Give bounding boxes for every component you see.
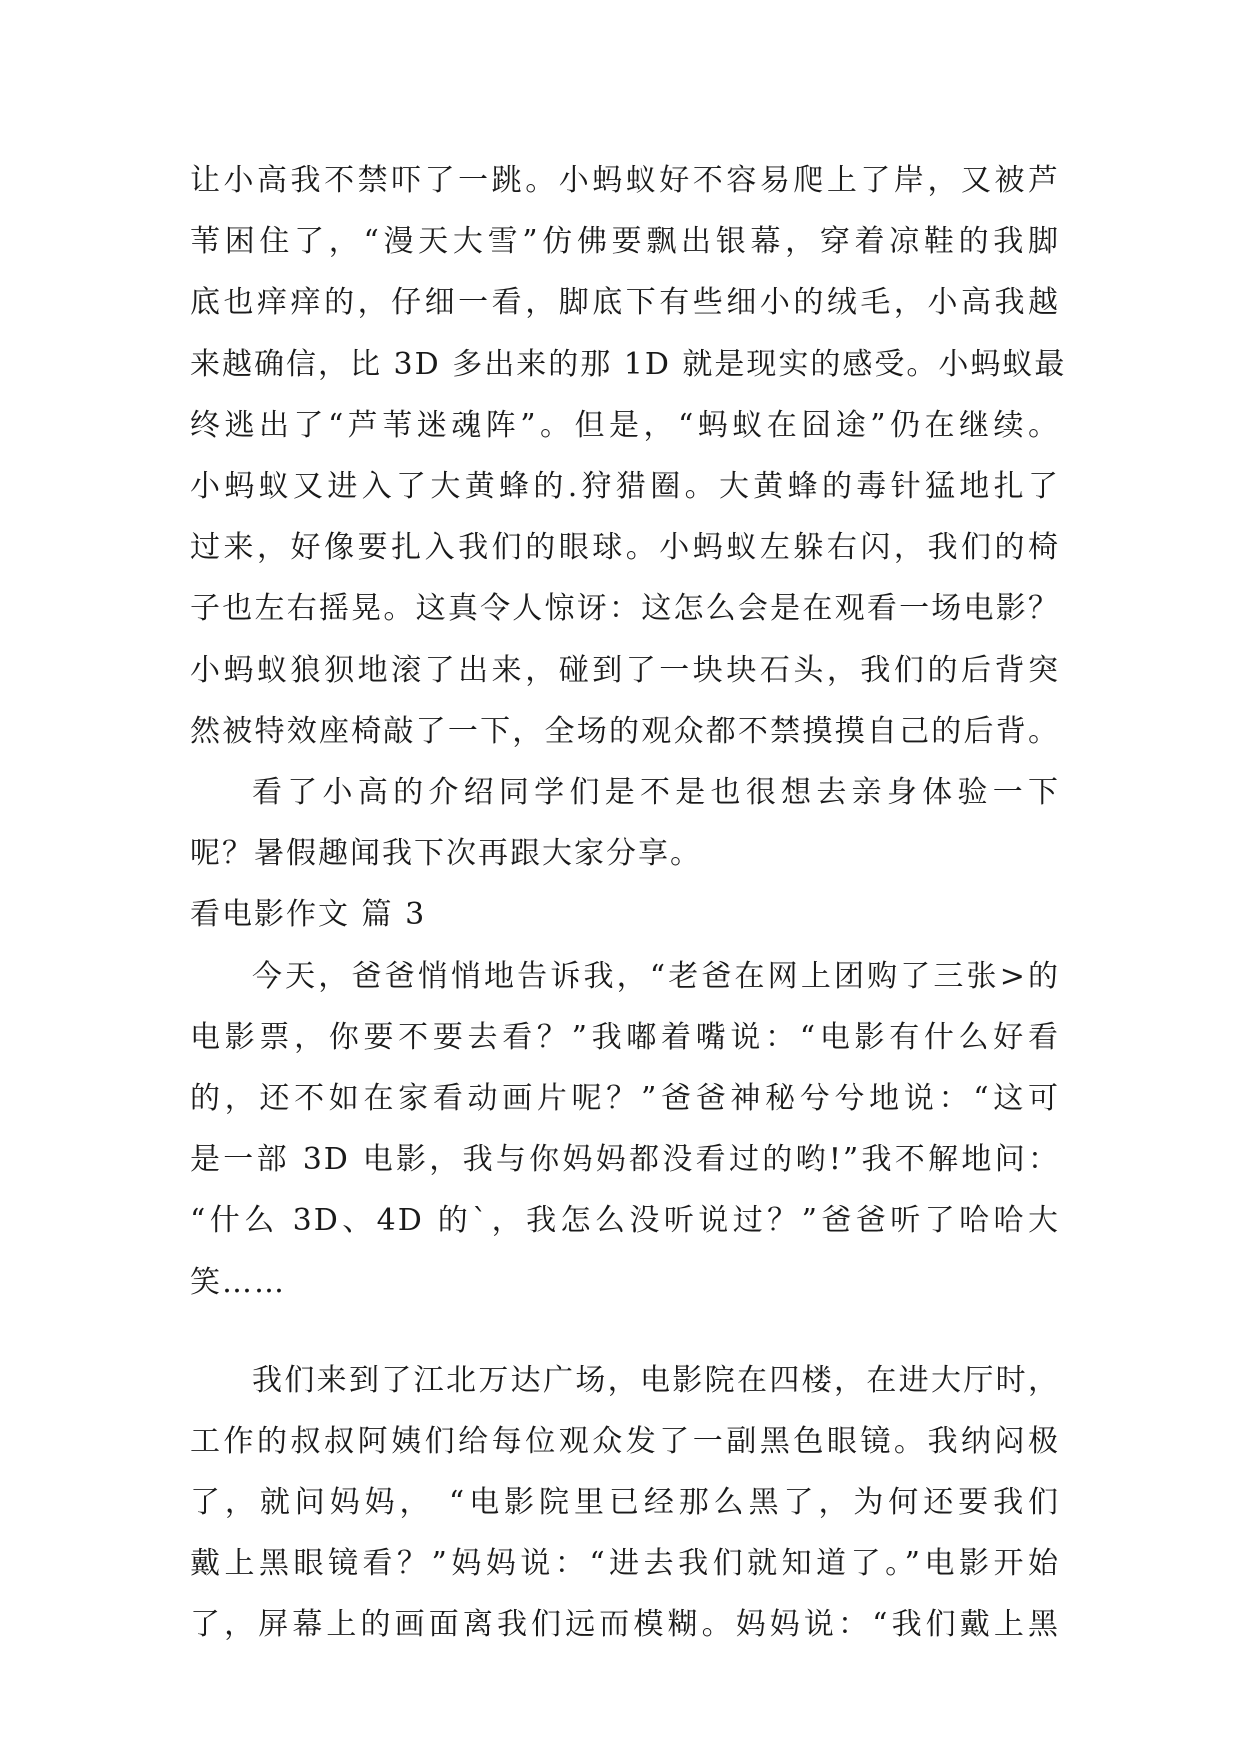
text-line: 来越确信，比 3D 多出来的那 1D 就是现实的感受。小蚂蚁最 [190,346,1067,382]
text-line: 让小高我不禁吓了一跳。小蚂蚁好不容易爬上了岸，又被芦 [190,163,1060,198]
text-line: 工作的叔叔阿姨们给每位观众发了一副黑色眼镜。我纳闷极 [190,1423,1060,1459]
text-line: 今天，爸爸悄悄地告诉我，“老爸在网上团购了三张>的 [252,958,1060,994]
text-line: 子也左右摇晃。这真令人惊讶：这怎么会是在观看一场电影？ [190,591,1060,627]
text-line: 电影票，你要不要去看？”我嘟着嘴说：“电影有什么好看 [190,1019,1060,1055]
text-line: 然被特效座椅敲了一下，全场的观众都不禁摸摸自己的后背。 [190,713,1060,749]
text-line: 看了小高的介绍同学们是不是也很想去亲身体验一下 [252,775,1060,810]
text-line: 了，就问妈妈， “电影院里已经那么黑了，为何还要我们 [190,1484,1060,1520]
text-line: 过来，好像要扎入我们的眼球。小蚂蚁左躲右闪，我们的椅 [190,530,1060,566]
text-line: 小蚂蚁狼狈地滚了出来，碰到了一块块石头，我们的后背突 [190,652,1060,688]
text-line: “什么 3D、4D 的`，我怎么没听说过？”爸爸听了哈哈大 [190,1203,1060,1239]
text-line: 呢？暑假趣闻我下次再跟大家分享。 [190,836,702,872]
text-line: 苇困住了，“漫天大雪”仿佛要飘出银幕，穿着凉鞋的我脚 [190,224,1060,260]
text-line: 终逃出了“芦苇迷魂阵”。但是，“蚂蚁在囧途”仍在继续。 [190,407,1060,443]
section-heading: 看电影作文 篇 3 [190,897,427,933]
text-line: 笑…… [190,1264,286,1300]
text-line: 我们来到了江北万达广场，电影院在四楼，在进大厅时， [252,1362,1060,1398]
text-line: 小蚂蚁又进入了大黄蜂的.狩猎圈。大黄蜂的毒针猛地扎了 [190,469,1060,504]
text-line: 了，屏幕上的画面离我们远而模糊。妈妈说：“我们戴上黑 [190,1607,1060,1643]
text-line: 是一部 3D 电影，我与你妈妈都没看过的哟!”我不解地问： [190,1142,1060,1178]
text-line: 戴上黑眼镜看？”妈妈说：“进去我们就知道了。”电影开始 [190,1546,1060,1582]
text-line: 的，还不如在家看动画片呢？”爸爸神秘兮兮地说：“这可 [190,1081,1060,1116]
text-line: 底也痒痒的，仔细一看，脚底下有些细小的绒毛，小高我越 [190,285,1060,321]
